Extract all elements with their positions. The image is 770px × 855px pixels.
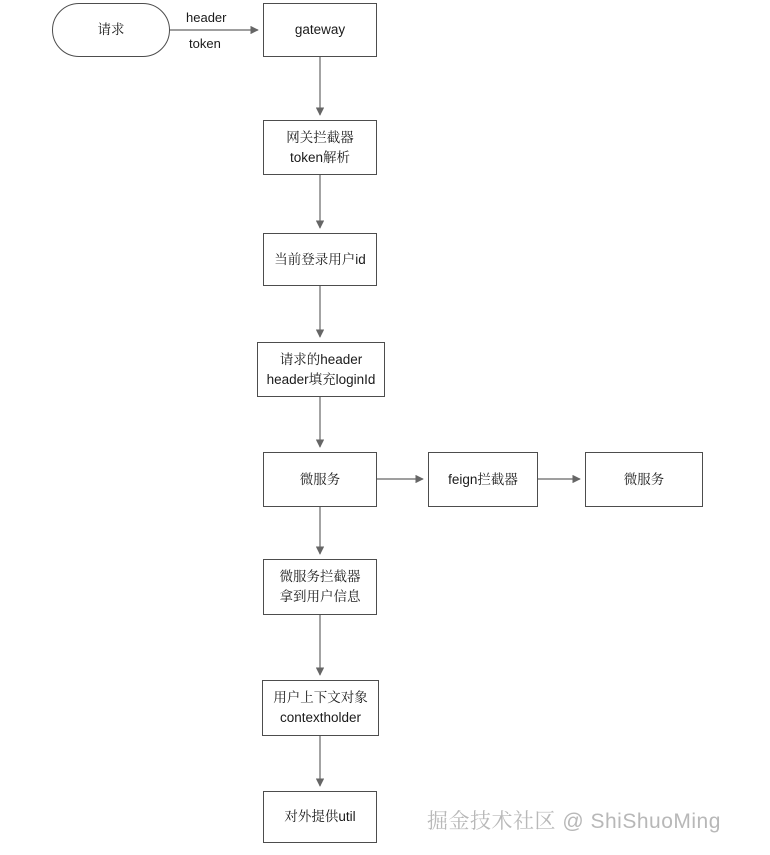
node-microservice-interceptor-line-1: 微服务拦截器 [279,569,361,585]
node-user-context-line-2: contextholder [279,710,362,725]
node-util-line-1: 对外提供util [284,809,356,825]
node-gateway-interceptor [263,120,377,175]
node-microservice-line-1: 微服务 [299,471,341,487]
node-user-context-line-1: 用户上下文对象 [273,690,368,706]
node-microservice [263,452,377,507]
node-microservice-2 [585,452,703,507]
node-feign-interceptor-line-1: feign拦截器 [448,471,518,487]
node-gateway-line-1: gateway [294,22,346,38]
node-microservice-2-line-1: 微服务 [623,471,665,487]
edge-label-header: header [186,10,227,25]
node-feign-interceptor [428,452,538,507]
node-request [52,3,170,57]
node-microservice-interceptor [263,559,377,615]
node-request-line-1: 请求 [97,22,125,38]
node-user-context [262,680,379,736]
watermark: 掘金技术社区 @ ShiShuoMing [427,810,721,833]
node-login-user-id [263,233,377,286]
node-microservice-interceptor-line-2: 拿到用户信息 [279,589,361,604]
node-request-header [257,342,385,397]
edge-label-token: token [189,36,221,51]
node-util [263,791,377,843]
node-gateway-interceptor-line-2: token解析 [289,149,351,165]
node-login-user-id-line-1: 当前登录用户id [274,251,366,267]
node-request-header-line-1: 请求的header [279,351,363,367]
node-gateway [263,3,377,57]
node-request-header-line-2: header填充loginId [266,371,376,387]
node-gateway-interceptor-line-1: 网关拦截器 [286,129,354,145]
